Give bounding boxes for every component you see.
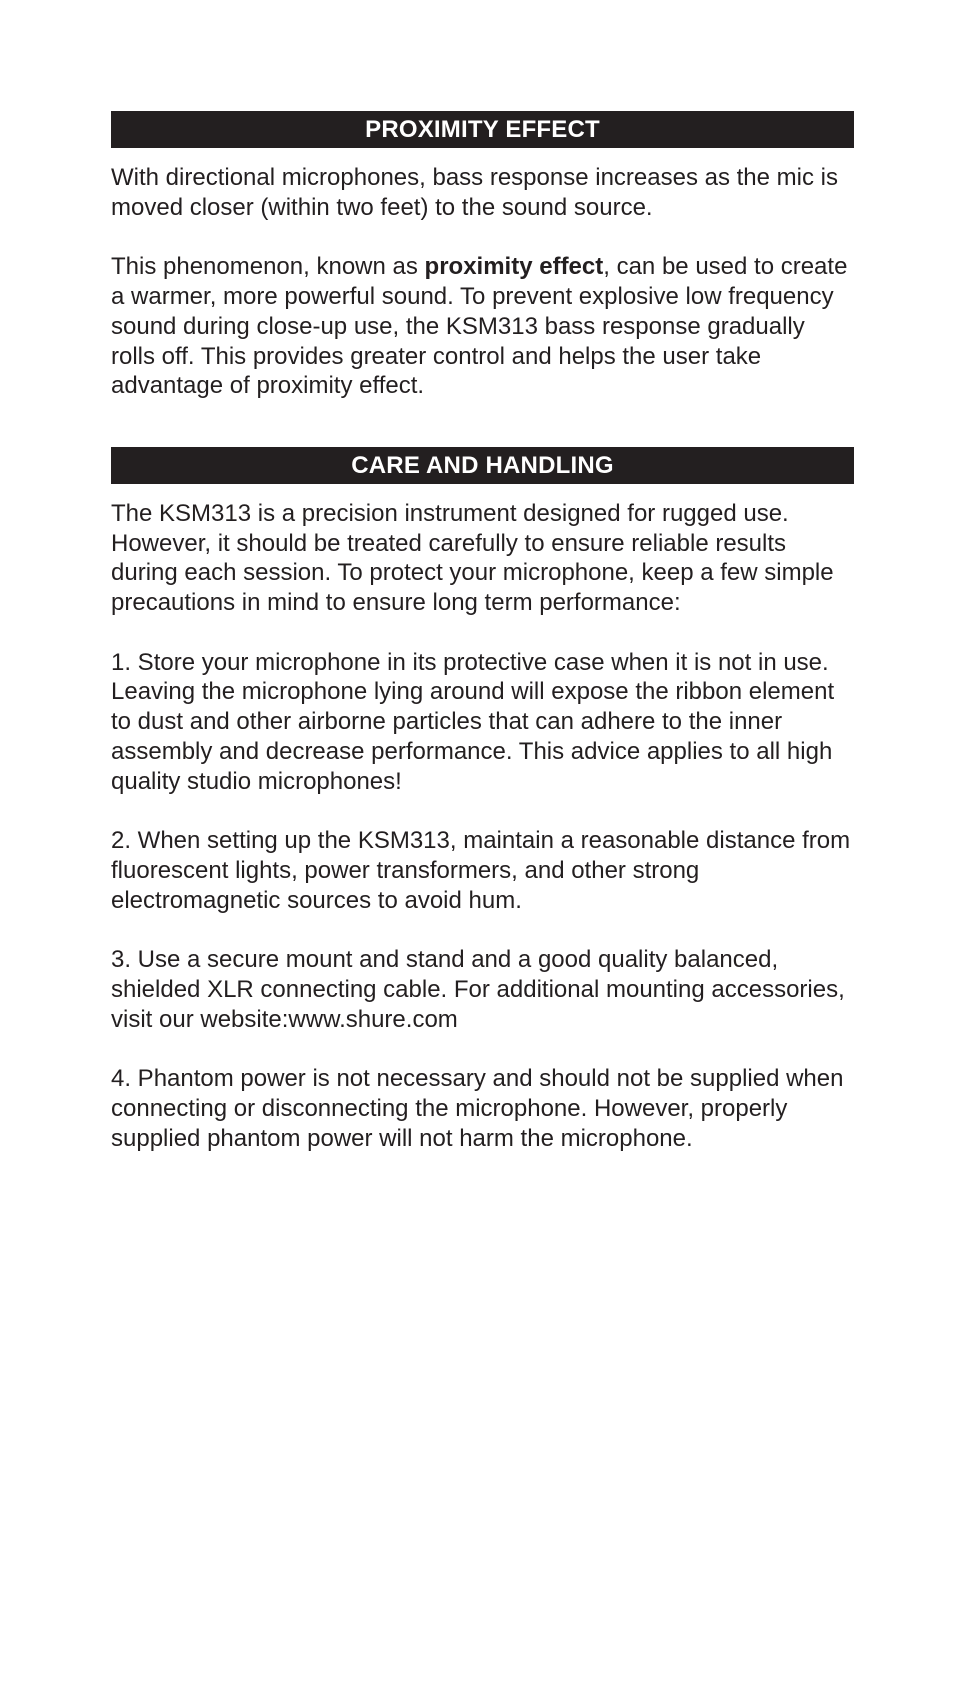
text-run: This phenomenon, known as [111,253,425,281]
manual-page [111,111,854,1154]
paragraph-proximity-details [111,252,854,401]
section-header-proximity-effect [111,111,854,148]
list-item-4: 4. Phantom power is not necessary and should not be supplied when connecting or disconnecting the microphone. However, properly supplied phantom power will not harm the microphone. [111,1065,844,1152]
paragraph-proximity-intro: With directional microphones, bass response increases as the mic is moved closer (within two feet) to the sound source. [111,164,838,221]
section-title: PROXIMITY EFFECT [365,116,600,143]
section-header-care-and-handling [111,447,854,484]
section-title: CARE AND HANDLING [351,451,614,479]
list-item-3: 3. Use a secure mount and stand and a good quality balanced, shielded XLR connecting cable. For additional mounting accessories, visit our website:www.shure.com [111,946,845,1033]
paragraph-care-intro: The KSM313 is a precision instrument designed for rugged use. However, it should be treated carefully to ensure reliable results during each session. To protect your microphone, keep a few simple precautions in mind to ensure long term performance: [111,499,834,617]
text-run: , can be used to create a warmer, more powerful sound. To prevent explosive low frequency sound during close-up use, the KSM313 bass response gradually rolls off. This provides greater control and helps the user take advantage of proximity effect. [111,253,848,400]
list-item-2: 2. When setting up the KSM313, maintain a reasonable distance from fluorescent lights, power transformers, and other strong electromagnetic sources to avoid hum. [111,827,851,914]
bold-term: proximity effect [424,253,604,281]
list-item-1: 1. Store your microphone in its protective case when it is not in use. Leaving the microphone lying around will expose the ribbon element to dust and other airborne particles that can adhere to the inner assembly and decrease performance. This advice applies to all high quality studio microphones! [111,648,835,795]
